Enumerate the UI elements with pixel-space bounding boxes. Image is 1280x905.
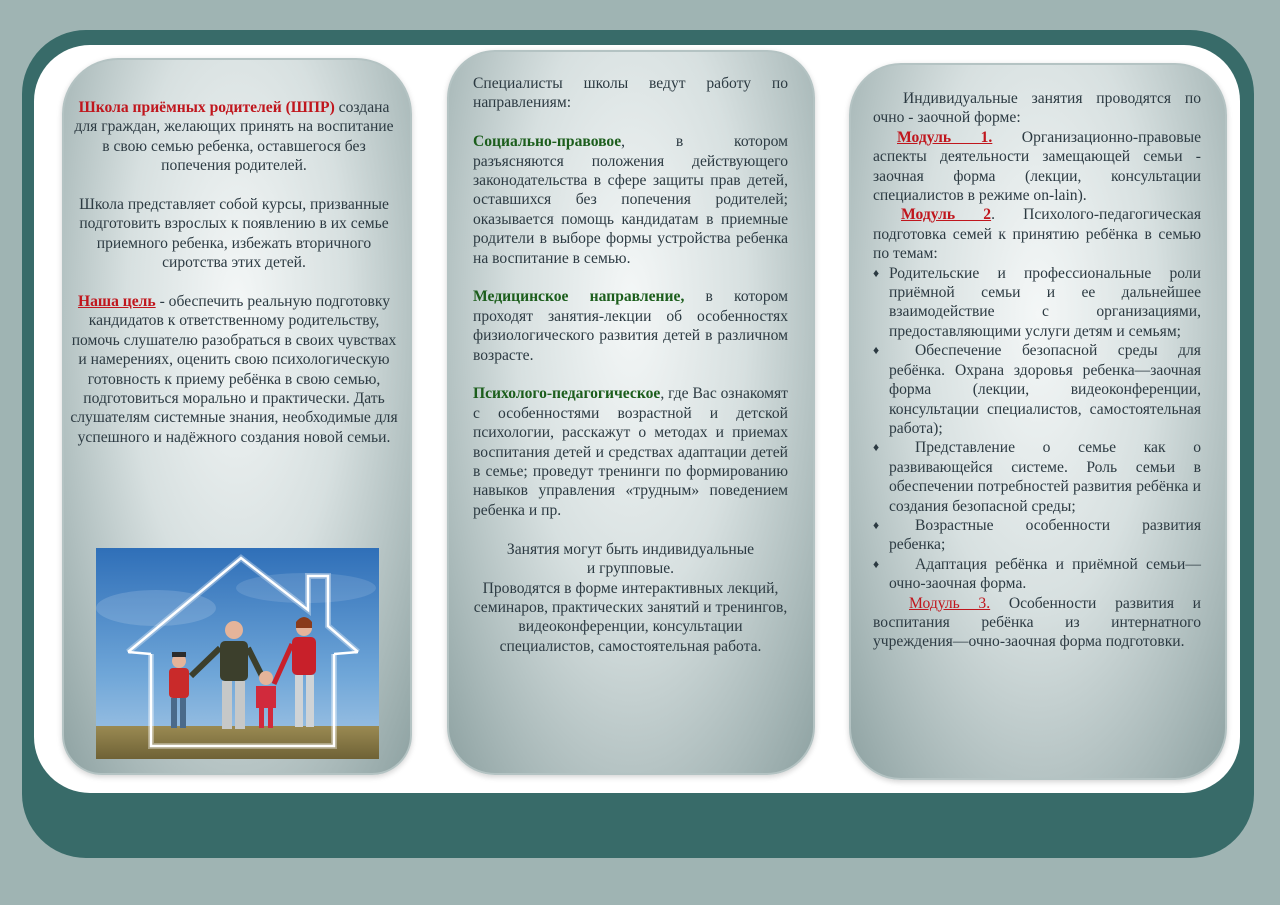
social-text: , в котором разъясняются положения действующего законодательства в сфере защиты прав детей, оставшихся без попечения родителей; оказывается помощь кандидатам в приемные родители в выборе формы устройства ребенка на воспитание в семью. [473,133,788,267]
module-3-text: Особенности развития и воспитания ребёнка из интернатного учреждения—очно-заочная форма подготовки. [873,594,1202,651]
diamond-bullet-icon: ♦ [873,343,880,358]
diamond-bullet-icon: ♦ [873,265,880,280]
family-house-photo [96,548,379,759]
right-panel [849,63,1227,780]
forms-text: Проводятся в форме интерактивных лекций, семинаров, практических занятий и тренингов, видеоконференции, консультации специалистов, самостоятельная работа. [473,579,788,655]
list-item: ♦ Адаптация ребёнка и приёмной семьи—очно-заочная форма. [873,555,1201,593]
diamond-bullet-icon: ♦ [873,440,880,455]
directions-intro: Специалисты школы ведут работу по направлениям: [473,75,788,112]
list-item: ♦ Представление о семье как о развивающейся системе. Роль семьи в обеспечении потребностей развития ребёнка и создания безопасной среды; [873,439,1201,515]
list-item: ♦ Обеспечение безопасной среды для ребёнка. Охрана здоровья ребенка—заочная форма (лекции, видеоконференции, консультации специалистов, самостоятельная работа); [873,342,1201,437]
list-item: ♦ Родительские и профессиональные роли приёмной семьи и ее дальнейшее взаимодействие с организациями, предоставляющими услуги детям и семьям; [873,264,1201,340]
list-item: ♦ Возрастные особенности развития ребенка; [873,516,1201,554]
school-description: создана для граждан, желающих принять на воспитание в свою семью ребенка, оставшегося без попечения родителей. [74,99,394,175]
medical-text: в котором проходят занятия-лекции об особенностях физиологического развития детей в различном возрасте. [473,288,789,364]
medical-direction [473,287,788,365]
school-title: Школа приёмных родителей (ШПР) [78,99,335,116]
module-2-text: . Психолого-педагогическая подготовка семей к принятию ребёнка в семью по темам: [873,206,1201,263]
module-3-label: Модуль 3. [909,594,991,612]
diamond-bullet-icon: ♦ [873,517,880,532]
psych-label: Психолого-педагогическое [473,385,661,403]
social-label: Социально-правовое [473,133,622,151]
medical-label: Медицинское направление, [473,288,685,306]
module-2-label: Модуль 2 [901,206,992,224]
module-1-text: Организационно-правовые аспекты деятельности замещающей семьи - заочная форма (лекции, консультации специалистов в режиме on-lain). [873,128,1201,205]
goal-label: Наша цель [77,293,156,311]
social-direction [473,132,788,268]
module-3 [873,594,1201,652]
goal-text: - обеспечить реальную подготовку кандидатов к ответственному родительству, помочь слушателю разобраться в своих чувствах и намерениях, оценить свою психологическую готовность к приему ребёнка в свою семью, подготовиться морально и практически. Дать слушателям системные знания, необходимые для успешного и надёжного создания новой семьи. [70,293,398,446]
school-intro [70,98,398,176]
psych-text: , где Вас ознакомят с особенностями возрастной и детской психологии, расскажут о методах и приемах воспитания детей и средствах адаптации детей в семье; проведут тренинги по формированию навыков управления «трудным» поведением ребенка и пр. [473,385,789,519]
courses-text: Школа представляет собой курсы, призванные подготовить взрослых к появлению в их семье приемного ребенка, избежать вторичного сиротства этих детей. [79,196,389,272]
goal-paragraph [70,292,398,447]
module-1-label: Модуль 1. [897,128,993,146]
module-2 [873,205,1201,263]
diamond-bullet-icon: ♦ [873,556,880,571]
forms-line-2: и групповые. [586,560,675,578]
module-1 [873,128,1201,206]
psych-direction [473,384,788,520]
middle-panel [447,50,815,775]
individual-intro: Индивидуальные занятия проводятся по очно - заочной форме: [873,90,1201,127]
forms-line-1: Занятия могут быть индивидуальные [506,540,755,558]
